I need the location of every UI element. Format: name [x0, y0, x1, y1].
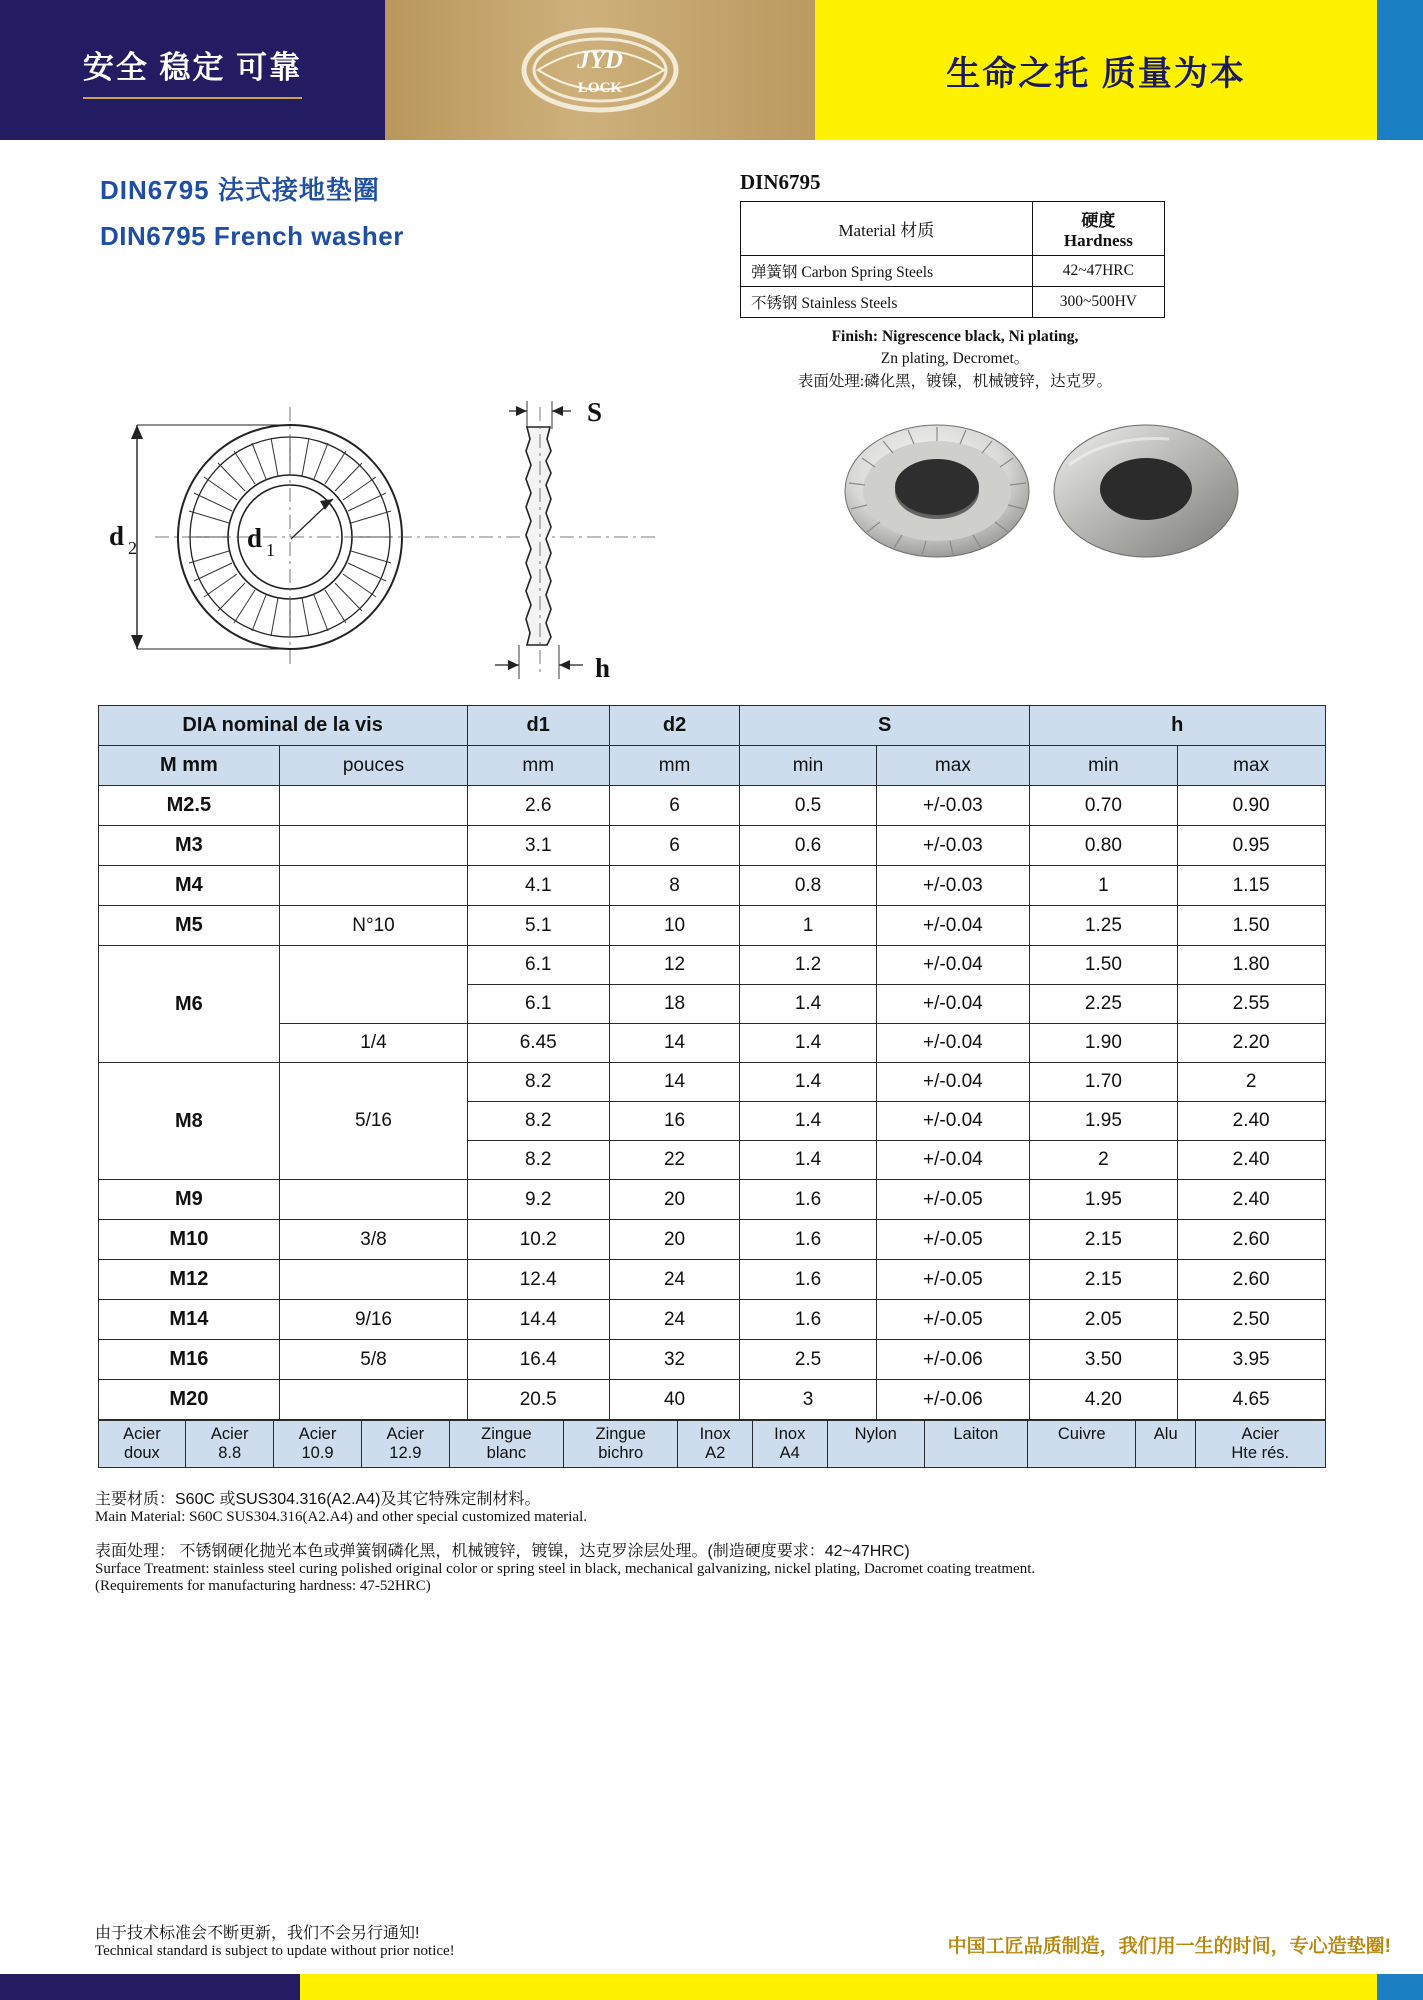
cell-s-max: +/-0.04 [876, 946, 1029, 985]
cell-m-size: M3 [98, 826, 280, 866]
material-option-line1: Laiton [953, 1425, 999, 1444]
cell-h-max: 2.20 [1177, 1024, 1325, 1063]
subheader-h-min: min [1030, 746, 1178, 786]
table-row [98, 1063, 1325, 1102]
material-row-2-hardness: 300~500HV [1032, 287, 1164, 318]
material-option-cell [98, 1421, 186, 1468]
footer-bar-blue [1377, 1974, 1423, 2000]
table-row [741, 287, 1165, 318]
header-logo-banner [385, 0, 815, 140]
cell-h-min: 2.15 [1030, 1220, 1178, 1260]
table-row [98, 866, 1325, 906]
table-row [98, 1220, 1325, 1260]
material-option-line1: Alu [1153, 1425, 1178, 1444]
finish-note-en-1: Finish: Nigrescence black, Ni plating, [831, 328, 1079, 345]
cell-m-size: M10 [98, 1220, 280, 1260]
washer-drawing [95, 387, 715, 687]
cell-s-max: +/-0.05 [876, 1300, 1029, 1340]
cell-d1: 8.2 [467, 1141, 609, 1180]
table-row [98, 1180, 1325, 1220]
cell-d2: 18 [609, 985, 740, 1024]
spec-table-wrap [0, 687, 1423, 1468]
note-surface [95, 1538, 1240, 1595]
cell-pouces [280, 826, 467, 866]
footer-bar-yellow [300, 1974, 1377, 2000]
cell-d2: 16 [609, 1102, 740, 1141]
finish-notes [740, 326, 1170, 393]
cell-d2: 12 [609, 946, 740, 985]
cell-s-min: 1.6 [740, 1180, 876, 1220]
cell-s-min: 1 [740, 906, 876, 946]
material-option-line2: A2 [705, 1444, 726, 1463]
material-option-cell [1027, 1421, 1136, 1468]
cell-h-max: 2.40 [1177, 1141, 1325, 1180]
table-row [98, 1260, 1325, 1300]
spec-table [98, 705, 1326, 1420]
brand-logo [518, 23, 683, 118]
cell-h-min: 1.70 [1030, 1063, 1178, 1102]
cell-pouces: 9/16 [280, 1300, 467, 1340]
notes-section [0, 1468, 1240, 1595]
cell-h-min: 1.95 [1030, 1102, 1178, 1141]
cell-d2: 6 [609, 826, 740, 866]
dim-label-h: h [595, 653, 611, 684]
cell-h-min: 1 [1030, 866, 1178, 906]
cell-s-min: 1.4 [740, 1141, 876, 1180]
front-view-icon [131, 407, 655, 667]
header-s: S [740, 706, 1030, 746]
product-titles [100, 170, 700, 393]
cell-s-min: 1.4 [740, 985, 876, 1024]
cell-pouces: 5/8 [280, 1340, 467, 1380]
material-option-cell [186, 1421, 274, 1468]
cell-s-min: 2.5 [740, 1340, 876, 1380]
table-row [98, 786, 1325, 826]
material-option-line2: 10.9 [301, 1444, 334, 1463]
finish-note-cn: 表面处理:磷化黑，镀镍，机械镀锌，达克罗。 [797, 372, 1113, 390]
cell-m-size: M6 [98, 946, 280, 1063]
material-row-1-name: 弹簧钢 Carbon Spring Steels [741, 256, 1033, 287]
material-option-line2: blanc [486, 1444, 527, 1463]
material-option-cell [1195, 1421, 1325, 1468]
cell-s-min: 3 [740, 1380, 876, 1420]
cell-pouces: 3/8 [280, 1220, 467, 1260]
cell-h-max: 2.55 [1177, 985, 1325, 1024]
cell-s-max: +/-0.03 [876, 786, 1029, 826]
cell-d2: 10 [609, 906, 740, 946]
note-material-en: Main Material: S60C SUS304.316(A2.A4) and other special customized material. [95, 1509, 587, 1526]
cell-s-max: +/-0.03 [876, 826, 1029, 866]
material-option-line2 [927, 1444, 1025, 1463]
cell-d1: 9.2 [467, 1180, 609, 1220]
header-d2: d2 [609, 706, 740, 746]
note-surface-en: Surface Treatment: stainless steel curing polished original color or spring steel in black, mechanical galvanizing, nickel plating, Dacromet coating treatment. [95, 1561, 1036, 1578]
table-row [741, 256, 1165, 287]
cell-d1: 5.1 [467, 906, 609, 946]
subheader-h-max: max [1177, 746, 1325, 786]
material-option-line1: Acier [386, 1425, 425, 1444]
material-spec-box [740, 170, 1170, 393]
cell-h-max: 2 [1177, 1063, 1325, 1102]
material-option-line1: Inox [774, 1425, 806, 1444]
cell-s-min: 1.4 [740, 1102, 876, 1141]
footer-notice-cn: 由于技术标准会不断更新，我们不会另行通知! [95, 1925, 420, 1942]
page-title-cn: DIN6795 法式接地垫圈 [100, 175, 380, 205]
material-option-cell [1136, 1421, 1195, 1468]
cell-s-min: 1.6 [740, 1260, 876, 1300]
material-row-1-hardness: 42~47HRC [1032, 256, 1164, 287]
cell-s-min: 1.2 [740, 946, 876, 985]
cell-h-min: 4.20 [1030, 1380, 1178, 1420]
cell-h-max: 2.60 [1177, 1220, 1325, 1260]
cell-pouces [280, 1180, 467, 1220]
cell-d1: 20.5 [467, 1380, 609, 1420]
table-subheader-row [98, 746, 1325, 786]
cell-d1: 12.4 [467, 1260, 609, 1300]
cell-m-size: M12 [98, 1260, 280, 1300]
cell-d1: 4.1 [467, 866, 609, 906]
cell-h-min: 1.90 [1030, 1024, 1178, 1063]
cell-pouces: N°10 [280, 906, 467, 946]
material-option-line2: A4 [779, 1444, 800, 1463]
cell-d1: 8.2 [467, 1102, 609, 1141]
cell-d1: 6.1 [467, 946, 609, 985]
material-option-cell [827, 1421, 924, 1468]
cell-s-max: +/-0.03 [876, 866, 1029, 906]
material-box-title: DIN6795 [740, 170, 821, 194]
header-d1: d1 [467, 706, 609, 746]
cell-pouces [280, 1260, 467, 1300]
cell-s-min: 1.6 [740, 1300, 876, 1340]
cell-d1: 6.1 [467, 985, 609, 1024]
cell-d2: 6 [609, 786, 740, 826]
note-material-cn: 主要材质：S60C 或SUS304.316(A2.A4)及其它特殊定制材料。 [95, 1491, 541, 1509]
cell-s-min: 1.4 [740, 1063, 876, 1102]
subheader-d2-unit: mm [609, 746, 740, 786]
cell-s-min: 0.5 [740, 786, 876, 826]
cell-d2: 14 [609, 1063, 740, 1102]
technical-drawing-area [0, 387, 1423, 687]
material-table [740, 201, 1165, 318]
cell-h-min: 1.25 [1030, 906, 1178, 946]
cell-d2: 32 [609, 1340, 740, 1380]
material-option-line2 [1030, 1444, 1134, 1463]
cell-h-max: 1.80 [1177, 946, 1325, 985]
brand-logo-icon [518, 23, 683, 118]
material-option-line1: Zingue [595, 1425, 646, 1444]
cell-s-max: +/-0.04 [876, 1141, 1029, 1180]
note-material [95, 1486, 1240, 1526]
cell-s-max: +/-0.06 [876, 1340, 1029, 1380]
material-row-2-name: 不锈钢 Stainless Steels [741, 287, 1033, 318]
cell-h-min: 2.15 [1030, 1260, 1178, 1300]
cell-m-size: M8 [98, 1063, 280, 1180]
material-option-cell [752, 1421, 827, 1468]
cell-m-size: M14 [98, 1300, 280, 1340]
cell-s-min: 1.4 [740, 1024, 876, 1063]
cell-s-min: 0.6 [740, 826, 876, 866]
material-option-cell [678, 1421, 753, 1468]
header-h: h [1030, 706, 1325, 746]
side-view-icon [495, 401, 583, 679]
cell-m-size: M9 [98, 1180, 280, 1220]
material-option-cell [449, 1421, 563, 1468]
hardness-header-cn: 硬度 [1081, 211, 1116, 230]
cell-m-size: M5 [98, 906, 280, 946]
subheader-s-min: min [740, 746, 876, 786]
cell-pouces [280, 1380, 467, 1420]
cell-s-max: +/-0.04 [876, 985, 1029, 1024]
cell-h-max: 2.40 [1177, 1180, 1325, 1220]
note-surface-cn: 表面处理： 不锈钢硬化抛光本色或弹簧钢磷化黑，机械镀锌，镀镍，达克罗涂层处理。(制造硬度要求：42~47HRC) [95, 1543, 910, 1561]
header-left-slogan: 安全 稳定 可靠 [83, 42, 302, 99]
cell-d1: 3.1 [467, 826, 609, 866]
table-header-row [98, 706, 1325, 746]
footer-bar-navy [0, 1974, 300, 2000]
dim-label-s: S [587, 397, 603, 428]
cell-d2: 20 [609, 1220, 740, 1260]
material-option-cell [361, 1421, 449, 1468]
page-header [0, 0, 1423, 140]
cell-d1: 2.6 [467, 786, 609, 826]
cell-d2: 24 [609, 1260, 740, 1300]
header-right-banner [815, 0, 1377, 140]
cell-pouces [280, 946, 467, 1024]
table-row [98, 1421, 1325, 1468]
material-option-line1: Inox [699, 1425, 731, 1444]
svg-text:LOCK: LOCK [577, 79, 622, 96]
subheader-pouces: pouces [280, 746, 467, 786]
material-option-line1: Acier [123, 1425, 161, 1444]
cell-d2: 20 [609, 1180, 740, 1220]
cell-d2: 14 [609, 1024, 740, 1063]
cell-h-max: 0.90 [1177, 786, 1325, 826]
material-option-line1: Zingue [481, 1425, 532, 1444]
subheader-d1-unit: mm [467, 746, 609, 786]
cell-s-max: +/-0.04 [876, 1063, 1029, 1102]
material-option-line1: Acier [298, 1425, 337, 1444]
material-option-line2: 12.9 [389, 1444, 422, 1463]
hardness-header-en: Hardness [1063, 231, 1133, 250]
material-col-header: Material 材质 [741, 202, 1033, 256]
material-option-line1: Nylon [854, 1425, 897, 1444]
table-row [98, 1024, 1325, 1063]
cell-s-max: +/-0.05 [876, 1260, 1029, 1300]
cell-h-min: 1.50 [1030, 946, 1178, 985]
cell-h-min: 0.80 [1030, 826, 1178, 866]
cell-m-size: M4 [98, 866, 280, 906]
footer-slogan: 中国工匠品质制造，我们用一生的时间，专心造垫圈! [947, 1936, 1391, 1957]
table-row [98, 1340, 1325, 1380]
cell-h-min: 2 [1030, 1141, 1178, 1180]
cell-s-max: +/-0.05 [876, 1180, 1029, 1220]
cell-h-min: 3.50 [1030, 1340, 1178, 1380]
table-row [741, 202, 1165, 256]
material-option-line1: Acier [1241, 1425, 1280, 1444]
header-accent-bar [1377, 0, 1423, 140]
svg-text:JYD: JYD [576, 46, 623, 74]
material-option-line2: bichro [598, 1444, 644, 1463]
cell-h-min: 2.25 [1030, 985, 1178, 1024]
cell-s-max: +/-0.06 [876, 1380, 1029, 1420]
note-surface-en-2: (Requirements for manufacturing hardness: 47-52HRC) [95, 1578, 431, 1595]
cell-d2: 22 [609, 1141, 740, 1180]
header-right-slogan: 生命之托 质量为本 [946, 54, 1246, 93]
product-photo-serrated [840, 405, 1035, 570]
footer-color-bar [0, 1974, 1423, 2000]
dim-label-d2: d [109, 521, 125, 552]
cell-d1: 16.4 [467, 1340, 609, 1380]
table-row [98, 826, 1325, 866]
material-option-cell [274, 1421, 362, 1468]
subheader-m: M mm [98, 746, 280, 786]
header-left-banner [0, 0, 385, 140]
table-row [98, 946, 1325, 985]
cell-m-size: M2.5 [98, 786, 280, 826]
cell-pouces [280, 866, 467, 906]
cell-d1: 6.45 [467, 1024, 609, 1063]
cell-pouces: 5/16 [280, 1063, 467, 1180]
material-option-line2 [1138, 1444, 1192, 1463]
material-option-line2: doux [124, 1444, 160, 1463]
product-photos [840, 405, 1244, 570]
hardness-col-header [1032, 202, 1164, 256]
table-row [98, 1300, 1325, 1340]
finish-note-en-2: Zn plating, Decromet。 [880, 350, 1030, 368]
cell-s-min: 0.8 [740, 866, 876, 906]
page-title-en: DIN6795 French washer [100, 221, 404, 251]
table-row [98, 1380, 1325, 1420]
cell-s-max: +/-0.04 [876, 1102, 1029, 1141]
material-option-line2: 8.8 [218, 1444, 242, 1463]
cell-pouces: 1/4 [280, 1024, 467, 1063]
product-photo-plain [1049, 405, 1244, 570]
material-option-line2 [830, 1444, 922, 1463]
cell-h-min: 1.95 [1030, 1180, 1178, 1220]
cell-h-max: 1.15 [1177, 866, 1325, 906]
cell-d2: 40 [609, 1380, 740, 1420]
cell-h-max: 2.40 [1177, 1102, 1325, 1141]
dim-label-d1-sub: 1 [266, 540, 275, 561]
cell-d1: 10.2 [467, 1220, 609, 1260]
footer-notice [95, 1920, 715, 1960]
cell-s-max: +/-0.04 [876, 906, 1029, 946]
footer-notice-en: Technical standard is subject to update without prior notice! [95, 1943, 455, 1959]
cell-h-max: 0.95 [1177, 826, 1325, 866]
cell-d1: 8.2 [467, 1063, 609, 1102]
cell-s-max: +/-0.05 [876, 1220, 1029, 1260]
cell-h-max: 2.50 [1177, 1300, 1325, 1340]
cell-h-min: 2.05 [1030, 1300, 1178, 1340]
cell-s-max: +/-0.04 [876, 1024, 1029, 1063]
cell-pouces [280, 786, 467, 826]
material-option-cell [924, 1421, 1027, 1468]
cell-d1: 14.4 [467, 1300, 609, 1340]
material-option-line1: Acier [210, 1425, 249, 1444]
cell-m-size: M16 [98, 1340, 280, 1380]
material-option-line2: Hte rés. [1231, 1444, 1290, 1463]
material-options-row [98, 1420, 1326, 1468]
material-option-cell [564, 1421, 678, 1468]
cell-d2: 24 [609, 1300, 740, 1340]
dim-label-d2-sub: 2 [128, 538, 137, 559]
cell-h-max: 4.65 [1177, 1380, 1325, 1420]
cell-h-max: 1.50 [1177, 906, 1325, 946]
header-dia: DIA nominal de la vis [98, 706, 467, 746]
cell-s-min: 1.6 [740, 1220, 876, 1260]
dim-label-d1: d [247, 523, 263, 554]
table-row [98, 906, 1325, 946]
cell-h-min: 0.70 [1030, 786, 1178, 826]
cell-h-max: 2.60 [1177, 1260, 1325, 1300]
cell-m-size: M20 [98, 1380, 280, 1420]
cell-d2: 8 [609, 866, 740, 906]
cell-h-max: 3.95 [1177, 1340, 1325, 1380]
subheader-s-max: max [876, 746, 1029, 786]
page-footer [0, 1920, 1423, 2000]
material-option-line1: Cuivre [1057, 1425, 1106, 1444]
